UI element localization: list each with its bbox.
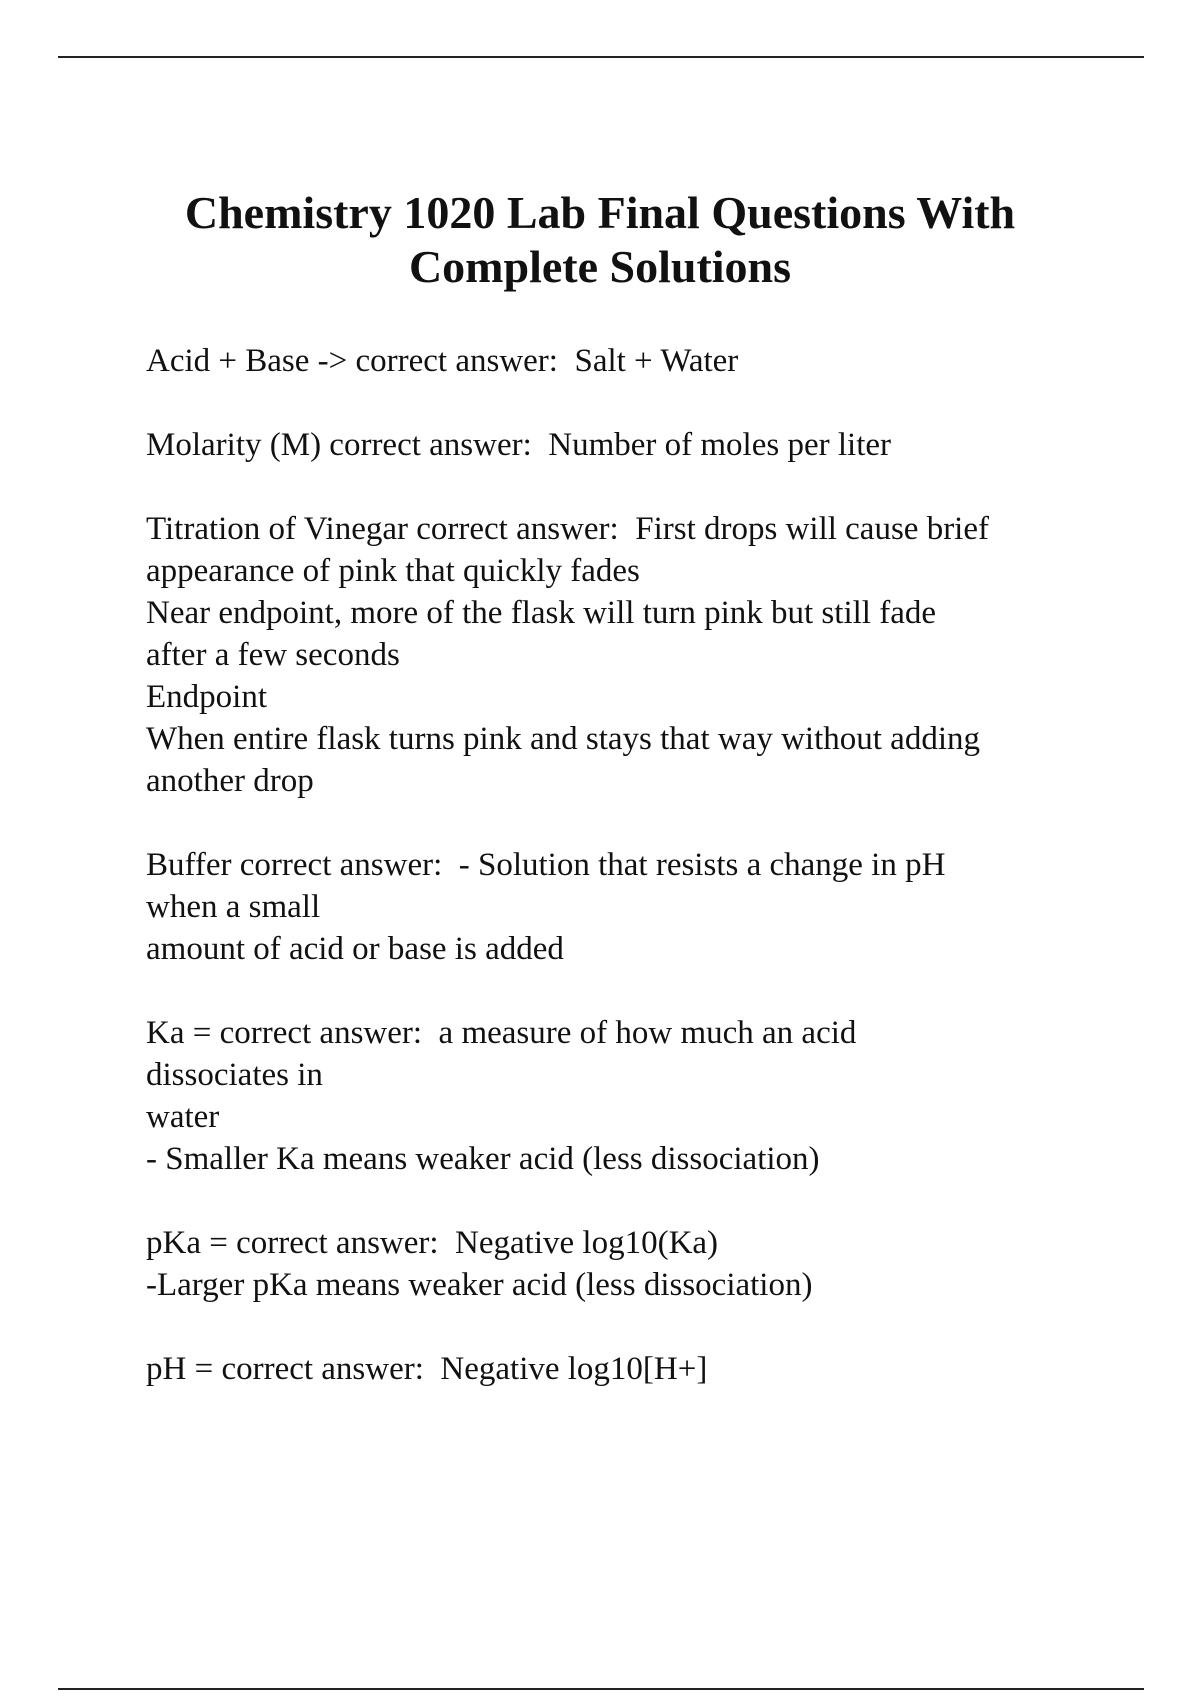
entry-line: when a small	[146, 889, 321, 925]
entry-line: pKa = correct answer: Negative log10(Ka)	[146, 1225, 719, 1261]
entry-line: - Smaller Ka means weaker acid (less dissociation)	[146, 1141, 820, 1177]
entry-line: Endpoint	[146, 679, 267, 715]
qa-list	[146, 340, 1106, 1432]
bottom-divider	[58, 1688, 1144, 1690]
entry-line: -Larger pKa means weaker acid (less dissociation)	[146, 1267, 813, 1303]
entry-line: amount of acid or base is added	[146, 931, 564, 967]
qa-entry-acid-base	[146, 340, 1106, 382]
qa-entry-ph	[146, 1348, 1106, 1390]
qa-entry-buffer	[146, 844, 1106, 970]
qa-entry-ka	[146, 1012, 1106, 1180]
title-line-1: Chemistry 1020 Lab Final Questions With	[184, 187, 1016, 238]
title-line-2: Complete Solutions	[408, 241, 792, 292]
entry-line: after a few seconds	[146, 637, 400, 673]
qa-entry-molarity	[146, 424, 1106, 466]
entry-line: Molarity (M) correct answer: Number of moles per liter	[146, 427, 891, 463]
qa-entry-pka	[146, 1222, 1106, 1306]
page-title	[100, 186, 1100, 294]
qa-entry-titration	[146, 508, 1106, 802]
entry-line: Acid + Base -> correct answer: Salt + Water	[146, 343, 739, 379]
entry-line: When entire flask turns pink and stays that way without adding	[146, 721, 980, 757]
entry-line: Near endpoint, more of the flask will turn pink but still fade	[146, 595, 936, 631]
entry-line: pH = correct answer: Negative log10[H+]	[146, 1351, 708, 1387]
top-divider	[58, 56, 1144, 58]
entry-line: Buffer correct answer: - Solution that resists a change in pH	[146, 847, 946, 883]
entry-line: Ka = correct answer: a measure of how much an acid	[146, 1015, 857, 1051]
entry-line: water	[146, 1099, 220, 1135]
entry-line: appearance of pink that quickly fades	[146, 553, 640, 589]
entry-line: Titration of Vinegar correct answer: First drops will cause brief	[146, 511, 989, 547]
entry-line: dissociates in	[146, 1057, 323, 1093]
entry-line: another drop	[146, 763, 314, 799]
